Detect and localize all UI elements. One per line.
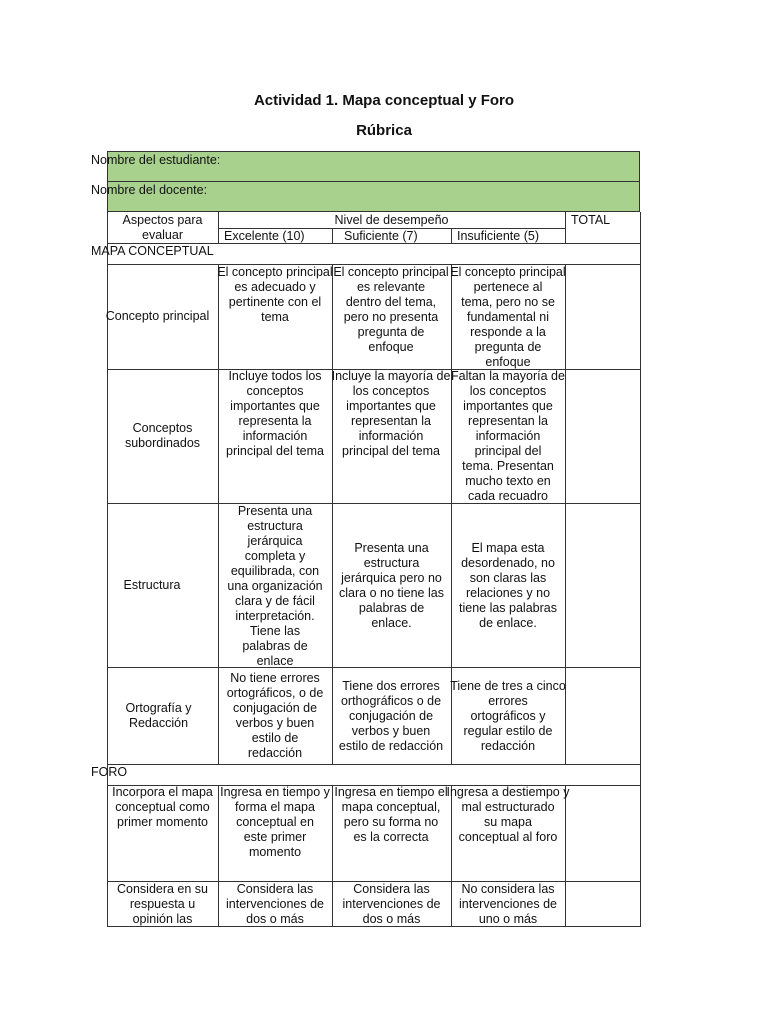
row-aspect: Estructura (123, 578, 181, 592)
row-excellent: No tiene errores ortográficos, o de conjugación de verbos y buen estilo de redacción (226, 671, 324, 760)
row-excellent: Presenta una estructura jerárquica completa y equilibrada, con una organización clara y de fácil interpretación. Tiene las palabras de enlace (227, 504, 323, 668)
row-aspect: Ortografía y Redacción (125, 701, 192, 730)
row-sufficient: Considera las intervenciones de dos o más (342, 882, 441, 926)
document-title: Actividad 1. Mapa conceptual y Foro (253, 92, 515, 109)
header-total: TOTAL (571, 213, 611, 227)
row-sufficient: Presenta una estructura jerárquica pero no clara o no tiene las palabras de enlace. (339, 541, 444, 630)
row-sufficient: Ingresa en tiempo el mapa conceptual, pero su forma no es la correcta (334, 785, 448, 844)
row-excellent: Incluye todos los conceptos importantes que representa la información principal del tema (226, 369, 324, 458)
header-level: Nivel de desempeño (334, 213, 449, 227)
row-excellent: Ingresa en tiempo y forma el mapa conceptual en este primer momento (220, 785, 330, 859)
row-aspect: Considera en su respuesta u opinión las (116, 882, 209, 926)
row-insufficient: El concepto principal pertenece al tema, pero no se fundamental ni responde a la pregunta de enfoque (450, 265, 566, 369)
teacher-name-label: Nombre del docente: (91, 183, 208, 197)
header-excellent: Excelente (10) (224, 229, 305, 243)
row-insufficient: No considera las intervenciones de uno o más (459, 882, 557, 926)
header-sufficient: Suficiente (7) (344, 229, 418, 243)
row-excellent: Considera las intervenciones de dos o más (226, 882, 324, 926)
row-aspect: Incorpora el mapa conceptual como primer momento (112, 785, 213, 829)
row-aspect: Conceptos subordinados (124, 421, 201, 450)
row-aspect: Concepto principal (105, 309, 210, 323)
row-insufficient: El mapa esta desordenado, no son claras las relaciones y no tiene las palabras de enlace. (459, 541, 557, 630)
document-subtitle: Rúbrica (356, 122, 412, 139)
row-sufficient: Incluye la mayoría de los conceptos importantes que representan la información principal del tema (331, 369, 451, 458)
row-insufficient: Faltan la mayoría de los conceptos importantes que representan la información principal del tema. Presentan mucho texto en cada recuadro (451, 369, 565, 503)
row-excellent: El concepto principal es adecuado y pertinente con el tema (217, 265, 333, 324)
row-sufficient: Tiene dos errores orthográficos o de conjugación de verbos y buen estilo de redacción (338, 679, 444, 753)
section-mapa-conceptual: MAPA CONCEPTUAL (91, 244, 214, 258)
section-foro: FORO (91, 765, 128, 779)
header-aspects: Aspectos para evaluar (122, 213, 203, 242)
row-insufficient: Tiene de tres a cinco errores ortográficos y regular estilo de redacción (450, 679, 566, 753)
row-insufficient: Ingresa a destiempo y mal estructurado su mapa conceptual al foro (446, 785, 570, 844)
row-sufficient: El concepto principal es relevante dentro del tema, pero no presenta pregunta de enfoque (333, 265, 449, 354)
student-name-label: Nombre del estudiante: (91, 153, 221, 167)
header-insufficient: Insuficiente (5) (457, 229, 539, 243)
